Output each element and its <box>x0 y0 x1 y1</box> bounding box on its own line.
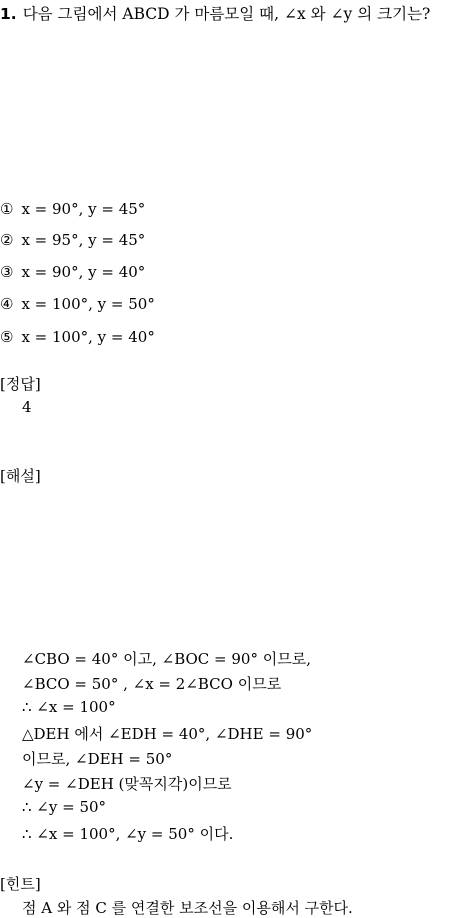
option-mark: ① <box>0 200 14 218</box>
option-4[interactable] <box>0 295 155 313</box>
explanation-line: ∴ ∠x = 100° <box>22 698 116 716</box>
question-text: 다음 그림에서 ABCD 가 마름모일 때, ∠x 와 ∠y 의 크기는? <box>22 5 431 23</box>
option-text: x = 100°, y = 40° <box>21 328 155 346</box>
explanation-line: △DEH 에서 ∠EDH = 40°, ∠DHE = 90° <box>22 725 313 743</box>
option-mark: ⑤ <box>0 328 14 346</box>
explanation-line: ∠y = ∠DEH (맞꼭지각)이므로 <box>22 775 232 793</box>
explanation-line: 이므로, ∠DEH = 50° <box>22 750 173 768</box>
option-mark: ④ <box>0 295 14 313</box>
explanation-label: [해설] <box>0 467 41 485</box>
hint-text: 점 A 와 점 C 를 연결한 보조선을 이용해서 구한다. <box>22 899 353 917</box>
option-text: x = 100°, y = 50° <box>21 295 155 313</box>
figure-area <box>0 30 473 190</box>
option-text: x = 90°, y = 45° <box>21 200 146 218</box>
explanation-line: ∠CBO = 40° 이고, ∠BOC = 90° 이므로, <box>22 650 311 668</box>
option-1[interactable] <box>0 200 145 218</box>
option-5[interactable] <box>0 328 155 346</box>
explanation-line: ∴ ∠x = 100°, ∠y = 50° 이다. <box>22 825 234 843</box>
option-text: x = 90°, y = 40° <box>21 263 146 281</box>
explanation-figure-area <box>0 490 473 640</box>
explanation-line: ∠BCO = 50° , ∠x = 2∠BCO 이므로 <box>22 675 282 693</box>
option-mark: ② <box>0 231 14 249</box>
option-2[interactable] <box>0 231 145 249</box>
answer-value: 4 <box>22 398 32 416</box>
explanation-line: ∴ ∠y = 50° <box>22 798 107 816</box>
option-text: x = 95°, y = 45° <box>21 231 146 249</box>
option-3[interactable] <box>0 263 145 281</box>
question <box>0 2 430 24</box>
answer-label: [정답] <box>0 375 41 393</box>
question-number: 1. <box>0 5 17 23</box>
hint-label: [힌트] <box>0 875 41 893</box>
option-mark: ③ <box>0 263 14 281</box>
